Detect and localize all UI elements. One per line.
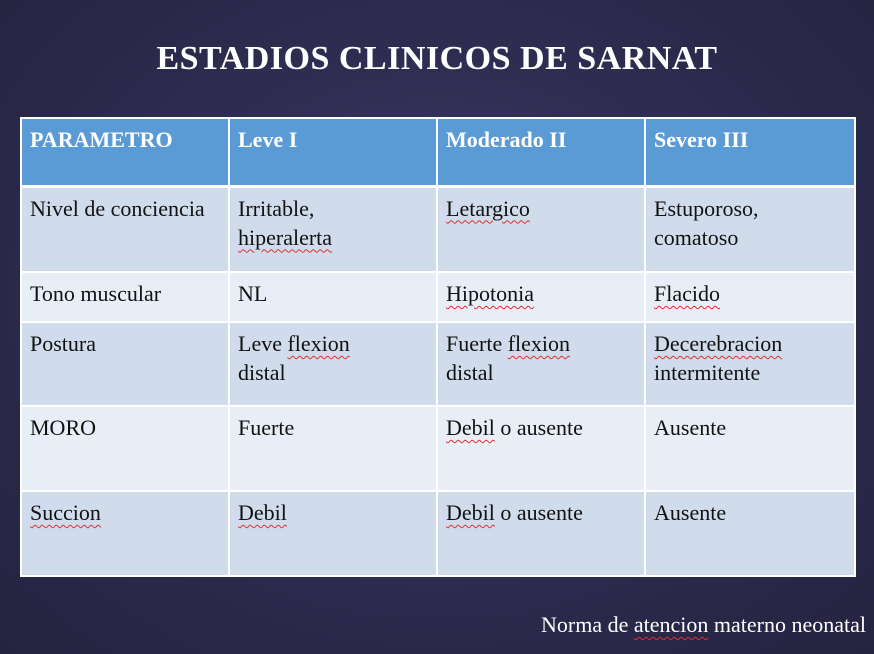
cell-text: flexion	[507, 331, 571, 356]
cell-text: Irritable,	[238, 195, 315, 221]
cell-text: Debil	[446, 500, 495, 525]
table-row	[21, 322, 855, 406]
table-row	[21, 272, 855, 322]
cell-moderado	[437, 186, 645, 272]
footer-text: Norma de	[541, 612, 629, 637]
cell-moderado	[437, 406, 645, 491]
table-row	[21, 406, 855, 491]
footer-text: atencion	[633, 612, 709, 637]
cell-text: Debil	[238, 500, 287, 525]
cell-severo: Ausente	[645, 491, 855, 576]
cell-moderado	[437, 322, 645, 406]
cell-leve: Fuerte	[229, 406, 437, 491]
cell-severo: Ausente	[645, 406, 855, 491]
cell-parametro: Nivel de conciencia	[21, 186, 229, 272]
cell-text: hiperalerta	[238, 224, 333, 250]
footer-text: materno neonatal	[713, 612, 866, 637]
cell-text: Debil	[446, 415, 495, 440]
cell-text: Letargico	[446, 195, 530, 221]
source-footer	[541, 612, 866, 638]
cell-text: Decerebracion	[654, 331, 783, 356]
cell-parametro: Postura	[21, 322, 229, 406]
cell-leve	[229, 186, 437, 272]
cell-leve: NL	[229, 272, 437, 322]
sarnat-table	[20, 117, 856, 577]
cell-parametro	[21, 491, 229, 576]
cell-leve	[229, 322, 437, 406]
cell-text: Leve	[238, 331, 282, 356]
cell-text: intermitente	[654, 360, 761, 385]
cell-text: Flacido	[654, 281, 720, 306]
cell-text: distal	[446, 360, 494, 385]
cell-severo	[645, 272, 855, 322]
header-severo: Severo III	[645, 118, 855, 186]
header-parametro: PARAMETRO	[21, 118, 229, 186]
cell-text: Succion	[30, 500, 101, 525]
cell-moderado	[437, 272, 645, 322]
cell-text: Fuerte	[446, 331, 503, 356]
cell-text: o ausente	[500, 415, 583, 440]
table-row	[21, 491, 855, 576]
cell-severo: Estuporoso, comatoso	[645, 186, 855, 272]
table-header-row	[21, 118, 855, 186]
cell-text: Hipotonia	[446, 281, 534, 306]
header-moderado: Moderado II	[437, 118, 645, 186]
slide-title: ESTADIOS CLINICOS DE SARNAT	[156, 40, 718, 77]
header-leve: Leve I	[229, 118, 437, 186]
cell-text: distal	[238, 360, 286, 385]
table-row	[21, 186, 855, 272]
cell-parametro: Tono muscular	[21, 272, 229, 322]
cell-severo	[645, 322, 855, 406]
cell-moderado	[437, 491, 645, 576]
cell-parametro: MORO	[21, 406, 229, 491]
cell-leve	[229, 491, 437, 576]
cell-text: flexion	[287, 331, 350, 356]
cell-text: o ausente	[500, 500, 583, 525]
